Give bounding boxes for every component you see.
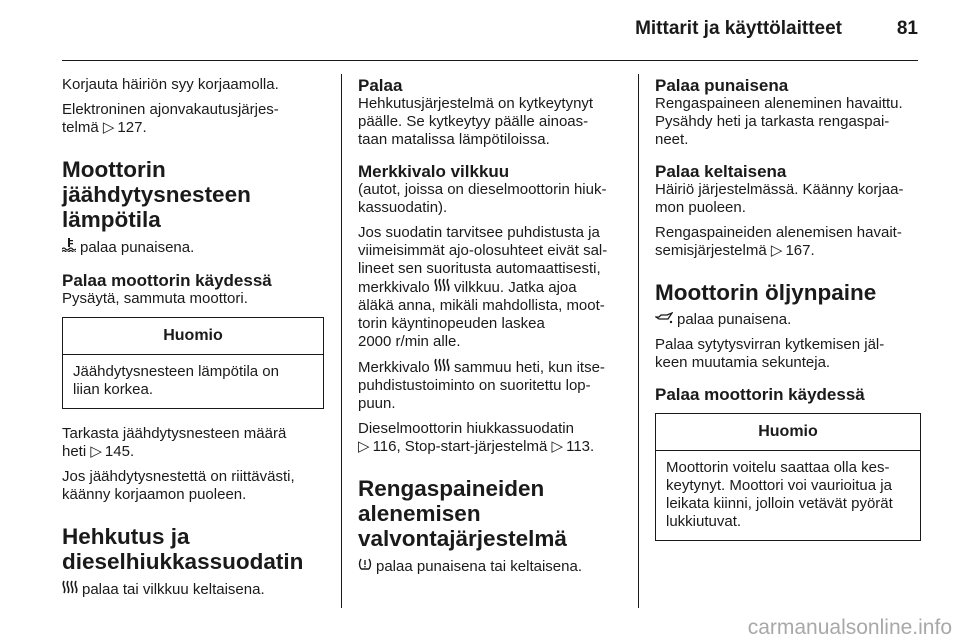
page-reference-link[interactable]: 167. (785, 242, 815, 259)
notice-title: Huomio (63, 318, 323, 355)
watermark: carmanualsonline.info (747, 616, 952, 639)
subheading-on: Palaa (358, 76, 403, 95)
paragraph: (autot, joissa on dieselmoottorin hiuk- kassuodatin). (358, 181, 607, 216)
subheading-yellow: Palaa keltaisena (655, 162, 787, 181)
chapter-title: Mittarit ja käyttölaitteet (635, 18, 842, 39)
subheading-flash: Merkkivalo vilkkuu (358, 162, 510, 181)
paragraph: Korjauta häiriön syy korjaamolla. (62, 76, 279, 93)
paragraph: Tarkasta jäähdytysnesteen määrä heti ▷ 145. (62, 425, 287, 460)
notice-box (655, 413, 921, 541)
section-heading-tpms: Rengaspaineiden alenemisen valvontajärjestelmä (358, 476, 567, 551)
page-reference-link[interactable]: 113. (566, 438, 595, 455)
paragraph: palaa punaisena. (655, 311, 921, 329)
column-2 (358, 76, 622, 576)
paragraph: Jos suodatin tarvitsee puhdistusta ja viimeisimmät ajo-olosuhteet eivät sal- lineet sen suoritusta automaattisesti, merkkivalo vilkkuu. Jatka ajoa äläkä anna, mikäli mahdollista, moot- torin käyntinopeuden laskea 2000 r/min alle. (358, 224, 608, 350)
paragraph: Elektroninen ajonvakautusjärjes- telmä ▷ 127. (62, 101, 279, 136)
page-number: 81 (896, 18, 918, 39)
paragraph: Pysäytä, sammuta moottori. (62, 290, 248, 307)
paragraph: palaa punaisena. (62, 238, 324, 257)
paragraph: Häiriö järjestelmässä. Käänny korjaa- mon puoleen. (655, 181, 904, 216)
subheading-red: Palaa punaisena (655, 76, 789, 95)
page-reference-link[interactable]: 145. (104, 443, 135, 460)
notice-box (62, 317, 324, 409)
tyre-pressure-icon (358, 557, 372, 573)
oil-pressure-icon (655, 312, 673, 326)
paragraph: Rengaspaineen aleneminen havaittu. Pysähdy heti ja tarkasta rengaspai- neet. (655, 95, 903, 148)
paragraph: Dieselmoottorin hiukkassuodatin ▷ 116, Stop-start-järjestelmä ▷ 113. (358, 420, 595, 455)
cross-reference-arrow-icon: ▷ (358, 438, 370, 455)
glow-plug-icon (434, 358, 450, 374)
paragraph: palaa tai vilkkuu keltaisena. (62, 580, 324, 599)
page-header (0, 0, 960, 60)
page-reference-link[interactable]: 116, Stop-start-järjestelmä (372, 438, 552, 455)
paragraph: palaa punaisena tai keltaisena. (358, 557, 622, 576)
cross-reference-arrow-icon: ▷ (102, 119, 115, 136)
paragraph: Rengaspaineiden alenemisen havait- semisjärjestelmä ▷ 167. (655, 224, 902, 259)
page-reference-link[interactable]: 127. (117, 119, 147, 136)
paragraph: Hehkutusjärjestelmä on kytkeytynyt päälle. Se kytkeytyy päälle ainoas- taan matalissa lämpötiloissa. (358, 95, 594, 148)
column-divider-2 (638, 74, 639, 608)
paragraph: Palaa sytytysvirran kytkemisen jäl- keen muutamia sekunteja. (655, 336, 885, 371)
paragraph: Merkkivalo sammuu heti, kun itse- puhdistustoiminto on suoritettu lop- puun. (358, 359, 605, 412)
glow-plug-icon (62, 580, 78, 596)
section-heading-oil: Moottorin öljynpaine (655, 280, 877, 305)
glow-plug-icon (434, 278, 450, 294)
subheading-running-oil: Palaa moottorin käydessä (655, 385, 865, 404)
section-heading-coolant: Moottorin jäähdytysnesteen lämpötila (62, 157, 251, 232)
cross-reference-arrow-icon: ▷ (551, 438, 564, 455)
notice-body: Moottorin voitelu saattaa olla kes- keytynyt. Moottori voi vaurioitua ja leikata kiinni, jolloin vetävät pyörät lukkiutuvat. (666, 459, 893, 530)
cross-reference-arrow-icon: ▷ (90, 443, 102, 460)
cross-reference-arrow-icon: ▷ (770, 242, 783, 259)
subheading-running: Palaa moottorin käydessä (62, 271, 272, 290)
column-1 (62, 76, 324, 599)
column-divider-1 (341, 74, 342, 608)
column-3 (655, 76, 921, 541)
notice-title: Huomio (656, 414, 920, 451)
coolant-temperature-icon (62, 238, 76, 254)
paragraph: Jos jäähdytysnestettä on riittävästi, käänny korjaamon puoleen. (62, 468, 295, 503)
notice-body: Jäähdytysnesteen lämpötila on liian korkea. (73, 363, 279, 398)
section-heading-glow: Hehkutus ja dieselhiukkassuodatin (62, 524, 304, 574)
header-divider (62, 60, 918, 61)
